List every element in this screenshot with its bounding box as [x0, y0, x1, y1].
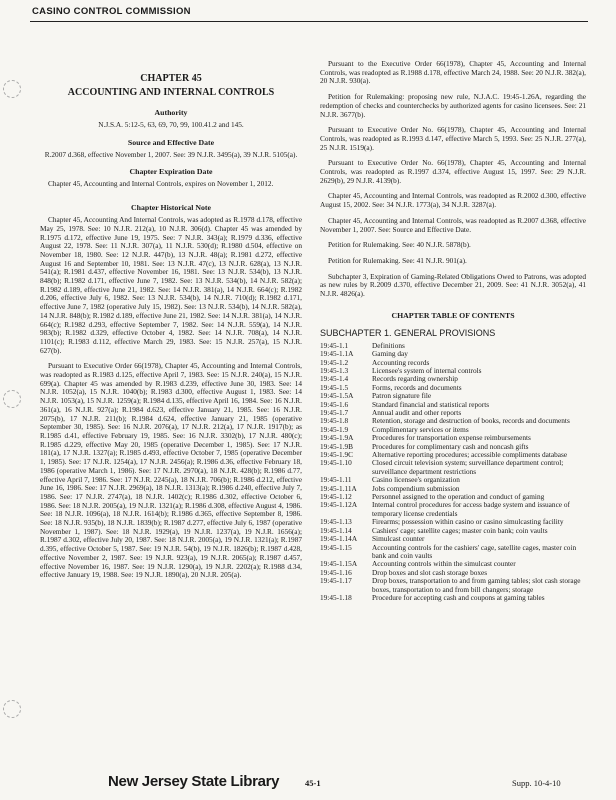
toc-section-title: Simulcast counter	[372, 534, 425, 544]
toc-section-title: Jobs compendium submission	[372, 483, 460, 493]
toc-section-number: 19:45-1.10	[320, 458, 352, 468]
running-header: CASINO CONTROL COMMISSION	[32, 6, 191, 17]
supplement-date: Supp. 10-4-10	[512, 778, 561, 788]
page-number: 45-1	[305, 778, 321, 788]
toc-section-number: 19:45-1.12	[320, 492, 352, 502]
toc-section-number: 19:45-1.8	[320, 416, 349, 426]
toc-section-title: Alternative reporting procedures; accessible compliments database	[372, 450, 568, 460]
toc-row	[320, 594, 586, 602]
punch-hole-mark	[3, 80, 21, 98]
expiration-heading: Chapter Expiration Date	[129, 167, 213, 177]
toc-row	[320, 544, 586, 561]
toc-section-title: Definitions	[372, 340, 405, 350]
readoption-paragraph: Chapter 45, Accounting and Internal Controls, was readopted as R.2002 d.300, effective August 15, 2002. See: 34 N.J.R. 1773(a), 34 N.J.R. 3287(a).	[320, 191, 586, 210]
toc-section-title: Procedures for transportation expense reimbursements	[372, 433, 531, 443]
toc-section-title: Gaming day	[372, 349, 408, 359]
toc-row	[320, 350, 586, 358]
toc-section-number: 19:45-1.16	[320, 567, 352, 577]
toc-section-number: 19:45-1.9A	[320, 433, 354, 443]
toc-section-title: Firearms; possession within casino or casino simulcasting facility	[372, 517, 564, 527]
toc-section-number: 19:45-1.1A	[320, 349, 354, 359]
toc-row	[320, 527, 586, 535]
toc-section-number: 19:45-1.14	[320, 525, 352, 535]
toc-section-number: 19:45-1.14A	[320, 534, 358, 544]
toc-section-title: Drop boxes and slot cash storage boxes	[372, 567, 488, 577]
toc-section-title: Complimentary services or items	[372, 424, 469, 434]
expiration-text: Chapter 45, Accounting and Internal Controls, expires on November 1, 2012.	[48, 179, 274, 189]
toc-section-title: Forms, records and documents	[372, 382, 462, 392]
toc-section-number: 19:45-1.9B	[320, 441, 354, 451]
toc-section-title: Casino licensee's organization	[372, 475, 460, 485]
toc-section-number: 19:45-1.1	[320, 340, 349, 350]
toc-section-number: 19:45-1.3	[320, 365, 349, 375]
toc-section-number: 19:45-1.9	[320, 424, 349, 434]
toc-section-title: Personnel assigned to the operation and conduct of gaming	[372, 492, 545, 502]
toc-section-title: Standard financial and statistical reports	[372, 399, 490, 409]
toc-section-number: 19:45-1.17	[320, 576, 352, 586]
authority-text: N.J.S.A. 5:12-5, 63, 69, 70, 99, 100.41.2 and 145.	[98, 120, 244, 129]
petition-paragraph: Petition for Rulemaking: proposing new rule, N.J.A.C. 19:45-1.26A, regarding the redemption of checks and counterchecks by authorized agents for casino licensees. See: 21 N.J.R. 3677(b).	[320, 92, 586, 119]
toc-section-title: Accounting records	[372, 357, 430, 367]
toc-section-number: 19:45-1.5	[320, 382, 349, 392]
toc-section-number: 19:45-1.11	[320, 475, 352, 485]
toc-section-number: 19:45-1.7	[320, 408, 349, 418]
toc-section-number: 19:45-1.5A	[320, 391, 354, 401]
toc-section-title: Closed circuit television system; surveillance department control; surveillance department restrictions	[372, 458, 564, 476]
toc-section-number: 19:45-1.15A	[320, 559, 358, 569]
toc-section-number: 19:45-1.2	[320, 357, 349, 367]
toc-heading: CHAPTER TABLE OF CONTENTS	[391, 310, 515, 320]
right-column	[320, 60, 586, 602]
header-rule	[30, 21, 588, 22]
library-stamp: New Jersey State Library	[108, 773, 280, 790]
toc-section-title: Accounting controls for the cashiers' cage, satellite cages, master coin bank and coin vaults	[372, 542, 577, 560]
authority-heading: Authority	[154, 108, 188, 117]
readoption-paragraph: Pursuant to the Executive Order 66(1978), Chapter 45, Accounting and Internal Controls, was readopted as R.1988 d.178, effective March 24, 1988. See: 20 N.J.R. 382(a), 20 N.J.R. 930(a).	[320, 59, 586, 86]
petition-paragraph: Petition for Rulemaking. See: 40 N.J.R. 5878(b).	[328, 240, 471, 250]
toc-section-title: Patron signature file	[372, 391, 432, 401]
toc-section-title: Annual audit and other reports	[372, 408, 462, 418]
toc-section-number: 19:45-1.6	[320, 399, 349, 409]
toc-section-title: Licensee's system of internal controls	[372, 365, 482, 375]
chapter-number: CHAPTER 45	[140, 73, 202, 84]
historical-note-heading: Chapter Historical Note	[131, 203, 211, 213]
historical-note-paragraph: Pursuant to Executive Order 66(1978), Chapter 45, Accounting and Internal Controls, was readopted as R.1983 d.125, effective April 7, 1983. See: 15 N.J.R. 240(a), 15 N.J.R. 699(a). Chapter 45 was amended by R.1983 d.239, effective June 30, 1983. See: 14 N.J.R. 1052(a), 15 N.J.R. 1040(b); R.1983 d.300, effective August 1, 1983. See: 14 N.J.R. 1053(a), 15 N.J.R. 1259(a); R.1984 d.135, effective April 16, 1984. See: 16 N.J.R. 361(a), 16 N.J.R. 927(a); R.1984 d.623, effective January 21, 1985. See: 16 N.J.R. 2075(b), 17 N.J.R. 211(b); R.1984 d.624, effective January 21, 1985 (operative September 30, 1985). See: 16 N.J.R. 2076(a), 17 N.J.R. 212(a), 17 N.J.R. 1917(b); as R.1985 d.41, effective February 19, 1985. See: 16 N.J.R. 3302(b), 17 N.J.R. 480(c); R.1985 d.229, effective May 20, 1985 (operative December 1, 1985). See: 17 N.J.R. 181(a), 17 N.J.R. 1327(a); R.1985 d.493, effective October 7, 1985 (operative December 1, 1985). See: 17 N.J.R. 1254(a), 17 N.J.R. 2456(a); R.1986 d.36, effective February 18, 1986 (operative March 1, 1986). See: 17 N.J.R. 2970(a), 18 N.J.R. 428(b); R.1986 d.77, effective April 7, 1986. See: 17 N.J.R. 2245(a), 18 N.J.R. 706(b); R.1986 d.212, effective June 16, 1986. See: 17 N.J.R. 2969(a), 18 N.J.R. 1313(a); R.1986 d.240, effective July 7, 1986. See: 17 N.J.R. 2747(a), 18 N.J.R. 1402(c); R.1986 d.302, effective October 6, 1986. See: 18 N.J.R. 2005(a), 19 N.J.R. 1321(a); R.1986 d.308, effective August 4, 1986. See: 18 N.J.R. 1096(a), 18 N.J.R. 1614(b); R.1986 d.365, effective September 8, 1986. See: 18 N.J.R. 935(b), 18 N.J.R. 1839(b); R.1987 d.277, effective July 6, 1987 (operative November 1, 1987). See: 18 N.J.R. 1929(a), 19 N.J.R. 1237(a), 19 N.J.R. 1656(a); R.1987 d.302, effective July 20, 1987. See: 18 N.J.R. 2005(a), 19 N.J.R. 1321(a); R.1987 d.395, effective October 5, 1987. See: 19 N.J.R. 54(b), 19 N.J.R. 1826(b); R.1987 d.428, effective November 2, 1987. See: 19 N.J.R. 923(a), 19 N.J.R. 2065(a); R.1987 d.457, effective November 16, 1987. See: 19 N.J.R. 1290(a), 19 N.J.R. 2202(a); R.1988 d.34, effective January 19, 1988. See: 19 N.J.R. 1890(a), 20 N.J.R. 205(a).	[40, 361, 302, 580]
left-column	[40, 60, 302, 587]
readoption-paragraph: Chapter 45, Accounting and Internal Controls, was readopted as R.2007 d.368, effective November 1, 2007. See: Source and Effective Date.	[320, 215, 586, 234]
toc-section-number: 19:45-1.11A	[320, 483, 357, 493]
toc-section-title: Cashiers' cage; satellite cages; master coin bank; coin vaults	[372, 525, 548, 535]
toc-section-title: Accounting controls within the simulcast counter	[372, 559, 516, 569]
readoption-paragraph: Pursuant to Executive Order No. 66(1978), Chapter 45, Accounting and Internal Controls, was readopted as R.1997 d.374, effective August 15, 1997. See: 29 N.J.R. 2629(b), 29 N.J.R. 4139(b).	[320, 158, 586, 185]
historical-note-paragraph: Chapter 45, Accounting And Internal Controls, was adopted as R.1978 d.178, effective May 25, 1978. See: 10 N.J.R. 212(a), 10 N.J.R. 306(d). Chapter 45 was amended by R.1975 d.172, effective June 19, 1975. See: 7 N.J.R. 343(a); R.1979 d.336, effective August 22, 1978. See: 11 N.J.R. 307(a), 11 N.J.R. 530(d); R.1980 d.504, effective on November 18, 1980. See: 12 N.J.R. 447(b), 13 N.J.R. 48(a); R.1981 d.272, effective August 16 and September 10, 1981. See: 13 N.J.R. 47(c), 13 N.J.R. 628(a), 13 N.J.R. 541(a); R.1981 d.437, effective November 16, 1981. See: 13 N.J.R. 534(b), 13 N.J.R. 848(b); R.1982 d.171, effective June 7, 1982. See: 13 N.J.R. 534(b), 14 N.J.R. 582(a); R.1982 d.189, effective June 21, 1982. See: 14 N.J.R. 381(a), 14 N.J.R. 664(c); R.1982 d.206, effective July 6, 1982. See: 13 N.J.R. 534(b), 14 N.J.R. 710(d); R.1982 d.171, effective June 7, 1982 (operative July 15, 1982). See: 13 N.J.R. 534(b), 14 N.J.R. 582(a), 14 N.J.R. 848(b); R.1982 d.189, effective June 21, 1982. See: 14 N.J.R. 381(a), 14 N.J.R. 664(c); R.1982 d.293, effective September 7, 1982. See: 14 N.J.R. 559(a), 14 N.J.R. 983(b); R.1982 d.329, effective October 4, 1982. See: 14 N.J.R. 708(a), 14 N.J.R. 1101(c); R.1983 d.112, effective March 29, 1983. See: 15 N.J.R. 257(a), 15 N.J.R. 627(b).	[40, 215, 302, 355]
toc-section-number: 19:45-1.12A	[320, 500, 358, 510]
subchapter-note-paragraph: Subchapter 3, Expiration of Gaming-Related Obligations Owed to Patrons, was adopted as new rules by R.2009 d.370, effective December 21, 2009. See: 41 N.J.R. 3052(a), 41 N.J.R. 4826(a).	[320, 271, 586, 299]
toc-section-number: 19:45-1.15	[320, 542, 352, 552]
toc-row	[320, 577, 586, 594]
toc-section-title: Retention, storage and destruction of books, records and documents	[372, 416, 570, 426]
toc-table	[320, 342, 586, 603]
source-heading: Source and Effective Date	[127, 137, 215, 147]
chapter-title: ACCOUNTING AND INTERNAL CONTROLS	[67, 87, 275, 98]
toc-section-title: Records regarding ownership	[372, 374, 458, 384]
toc-row	[320, 501, 586, 518]
toc-section-number: 19:45-1.9C	[320, 450, 354, 460]
punch-hole-mark	[3, 700, 21, 718]
punch-hole-mark	[3, 390, 21, 408]
toc-section-number: 19:45-1.13	[320, 517, 352, 527]
subchapter-heading: SUBCHAPTER 1. GENERAL PROVISIONS	[320, 327, 496, 338]
toc-section-title: Procedure for accepting cash and coupons at gaming tables	[372, 592, 545, 602]
toc-row	[320, 384, 586, 392]
readoption-paragraph: Pursuant to Executive Order No. 66(1978), Chapter 45, Accounting and Internal Controls, was readopted as R.1993 d.147, effective March 5, 1993. See: 25 N.J.R. 277(a), 25 N.J.R. 1519(a).	[320, 125, 586, 152]
source-text: R.2007 d.368, effective November 1, 2007. See: 39 N.J.R. 3495(a), 39 N.J.R. 5105(a).	[44, 149, 298, 159]
toc-row	[320, 342, 586, 350]
toc-section-title: Procedures for complimentary cash and noncash gifts	[372, 441, 529, 451]
toc-section-title: Drop boxes, transportation to and from gaming tables; slot cash storage boxes, transportation to and from bill changers; storage	[372, 576, 581, 594]
toc-row	[320, 459, 586, 476]
toc-section-number: 19:45-1.18	[320, 592, 352, 602]
petition-paragraph: Petition for Rulemaking. See: 41 N.J.R. 901(a).	[328, 255, 467, 265]
toc-section-title: Internal control procedures for access badge system and issuance of temporary license credentials	[372, 500, 570, 518]
toc-section-number: 19:45-1.4	[320, 374, 349, 384]
